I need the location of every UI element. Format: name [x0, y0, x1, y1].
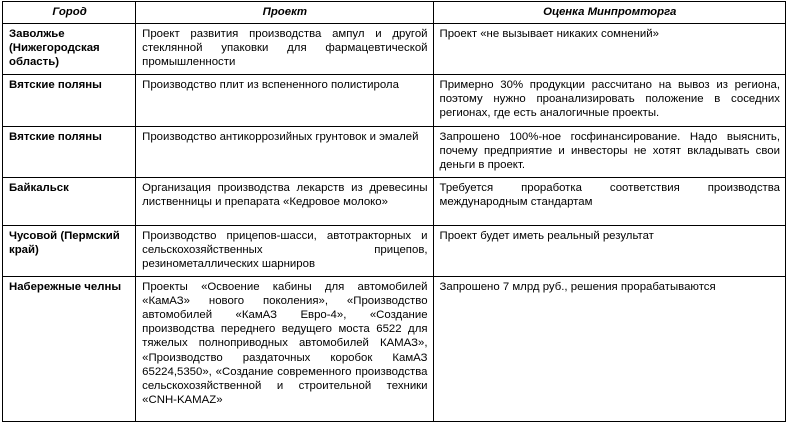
cell-assessment: Запрошено 100%-ное госфинансирование. Надо выяснить, почему предприятие и инвесторы не хотят вкладывать свои деньги в проект. [433, 127, 785, 178]
cell-project: Производство прицепов-шасси, автотракторных и сельскохозяйственных прицепов, резинометаллических шарниров [136, 226, 433, 277]
cell-city: Вятские поляны [3, 127, 136, 178]
table-row [3, 24, 786, 75]
cell-assessment: Проект «не вызывает никаких сомнений» [433, 24, 785, 75]
cell-project: Производство антикоррозийных грунтовок и эмалей [136, 127, 433, 178]
table-row [3, 178, 786, 226]
cell-city: Заволжье (Нижегородская область) [3, 24, 136, 75]
column-header-assessment: Оценка Минпромторга [433, 2, 785, 24]
cell-project: Производство плит из вспененного полистирола [136, 75, 433, 127]
table-row [3, 277, 786, 422]
cell-assessment: Примерно 30% продукции рассчитано на вывоз из региона, поэтому нужно проанализировать положение в соседних регионах, где есть аналогичные проекты. [433, 75, 785, 127]
projects-table [2, 1, 786, 422]
cell-project: Проект развития производства ампул и другой стеклянной упаковки для фармацевтической промышленности [136, 24, 433, 75]
cell-assessment: Требуется проработка соответствия производства международным стандартам [433, 178, 785, 226]
table-body [3, 24, 786, 422]
header-row [3, 2, 786, 24]
cell-city: Байкальск [3, 178, 136, 226]
cell-city: Вятские поляны [3, 75, 136, 127]
cell-project: Организация производства лекарств из древесины лиственницы и препарата «Кедровое молоко» [136, 178, 433, 226]
column-header-city: Город [3, 2, 136, 24]
cell-project: Проекты «Освоение кабины для автомобилей «КамАЗ» нового поколения», «Производство автомобилей «КамАЗ Евро-4», «Создание производства переднего ведущего моста 6522 для тяжелых полноприводных автомобилей КАМАЗ», «Производство раздаточных коробок КамАЗ 65224,5350», «Создание современного производства сельскохозяйственной и строительной техники «CNH-KAMAZ» [136, 277, 433, 422]
table-row [3, 226, 786, 277]
column-header-project: Проект [136, 2, 433, 24]
table-row [3, 75, 786, 127]
table-header [3, 2, 786, 24]
table-row [3, 127, 786, 178]
cell-city: Набережные челны [3, 277, 136, 422]
cell-assessment: Проект будет иметь реальный результат [433, 226, 785, 277]
cell-assessment: Запрошено 7 млрд руб., решения прорабатываются [433, 277, 785, 422]
cell-city: Чусовой (Пермский край) [3, 226, 136, 277]
